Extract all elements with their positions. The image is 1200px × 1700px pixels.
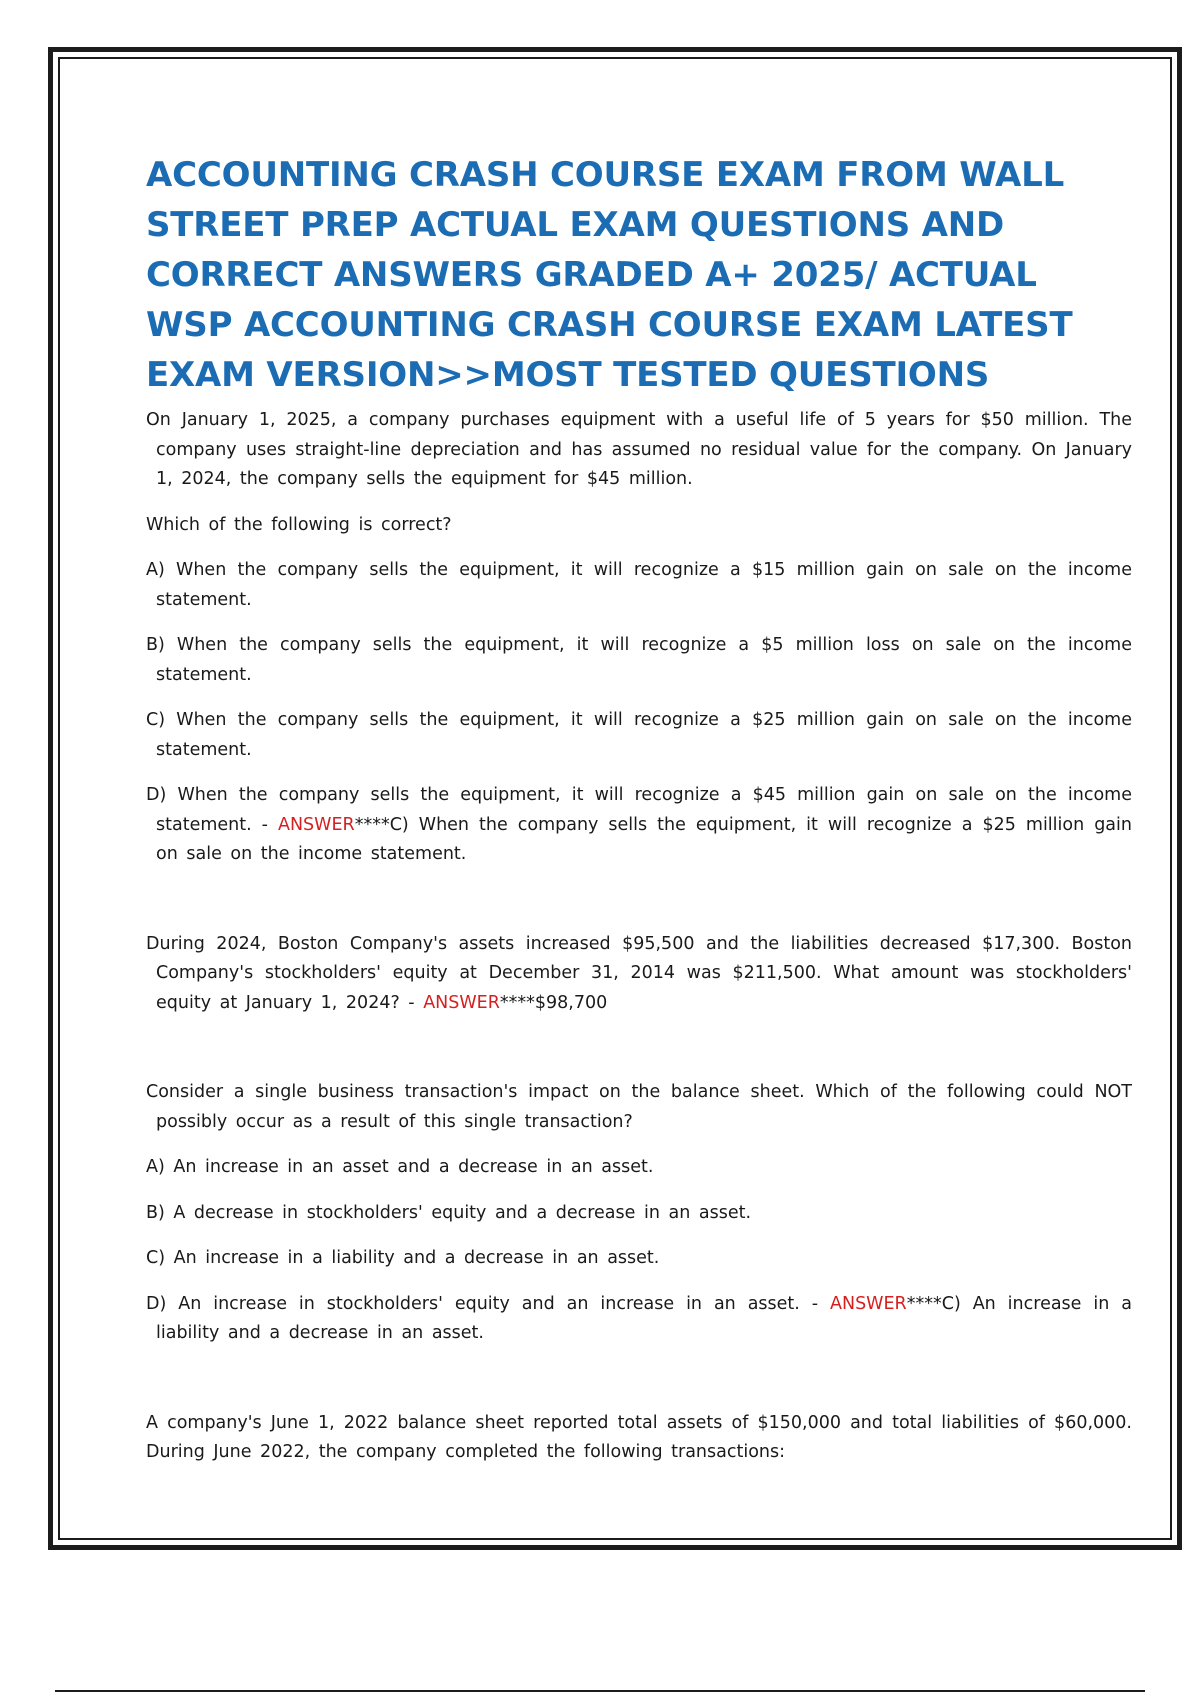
question-1: [146, 406, 1132, 870]
question-stem: A company's June 1, 2022 balance sheet reported total assets of $150,000 and total liabilities of $60,000. During June 2022, the company completed the following transactions:: [146, 1412, 1132, 1462]
question-4: [146, 1409, 1132, 1468]
question-2: [146, 930, 1132, 1019]
document-title: ACCOUNTING CRASH COURSE EXAM FROM WALL STREET PREP ACTUAL EXAM QUESTIONS AND CORRECT ANSWERS GRADED A+ 2025/ ACTUAL WSP ACCOUNTING CRASH COURSE EXAM LATEST EXAM VERSION>>MOST TESTED QUESTIONS: [146, 155, 1073, 395]
option-c: C) When the company sells the equipment, it will recognize a $25 million gain on sale on the income statement.: [146, 710, 1132, 760]
footer-divider: [55, 1690, 1145, 1692]
spacer: [146, 1034, 1132, 1078]
question-stem-with-answer: [146, 930, 1132, 1019]
option-d-with-answer: [146, 1290, 1132, 1349]
option-d: D) When the company sells the equipment, it will recognize a $45 million gain on sale on the income statement. -: [146, 785, 1132, 835]
option-b: B) A decrease in stockholders' equity and a decrease in an asset.: [146, 1202, 752, 1223]
question-stem: On January 1, 2025, a company purchases equipment with a useful life of 5 years for $50 million. The company uses straight-line depreciation and has assumed no residual value for the company. On January 1, 2024, the company sells the equipment for $45 million.: [146, 410, 1132, 489]
spacer: [146, 886, 1132, 930]
answer-label: ANSWER: [830, 1293, 907, 1314]
option-a: A) When the company sells the equipment, it will recognize a $15 million gain on sale on the income statement.: [146, 560, 1132, 610]
option-c: C) An increase in a liability and a decrease in an asset.: [146, 1248, 660, 1268]
option-d: D) An increase in stockholders' equity and an increase in an asset. -: [146, 1293, 831, 1314]
question-stem: During 2024, Boston Company's assets increased $95,500 and the liabilities decreased $17,300. Boston Company's stockholders' equity at December 31, 2014 was $211,500. What amount was stockholders' equity at January 1, 2024? -: [146, 933, 1132, 1013]
question-prompt: Which of the following is correct?: [146, 514, 452, 535]
option-b: B) When the company sells the equipment, it will recognize a $5 million loss on sale on the income statement.: [146, 635, 1132, 685]
answer-label: ANSWER: [423, 992, 500, 1013]
option-d-with-answer: [146, 781, 1132, 870]
answer-text: ****C) When the company sells the equipment, it will recognize a $25 million gain on sale on the income statement.: [156, 814, 1132, 864]
answer-label: ANSWER: [278, 814, 355, 835]
option-a: A) An increase in an asset and a decrease in an asset.: [146, 1157, 654, 1177]
spacer: [146, 1365, 1132, 1409]
question-3: [146, 1078, 1132, 1349]
document-body: [146, 150, 1132, 1484]
question-stem: Consider a single business transaction's impact on the balance sheet. Which of the following could NOT possibly occur as a result of this single transaction?: [146, 1082, 1132, 1132]
answer-text: ****$98,700: [499, 992, 608, 1013]
answer-text: ****C) An increase in a liability and a decrease in an asset.: [156, 1293, 1132, 1343]
